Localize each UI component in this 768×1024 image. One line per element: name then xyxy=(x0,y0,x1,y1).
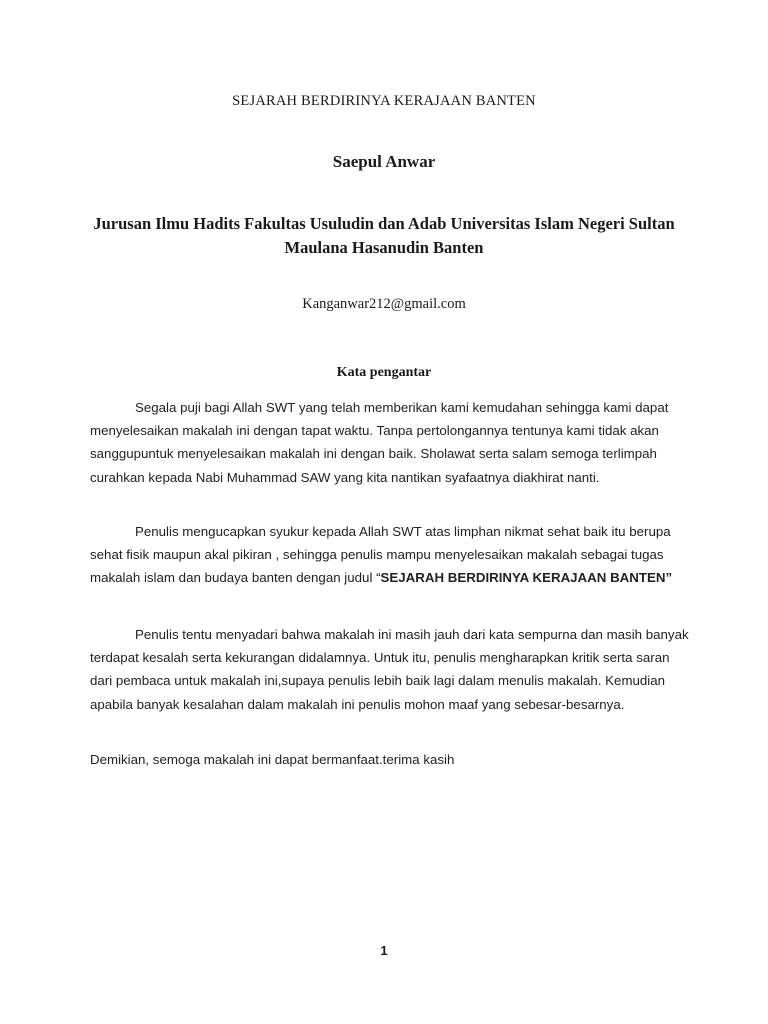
paragraph-3 xyxy=(90,623,690,716)
paragraph-2-bold-title: SEJARAH BERDIRINYA KERAJAAN BANTEN” xyxy=(380,570,673,586)
paragraph-2-text: Penulis mengucapkan syukur kepada Allah SWT atas limphan nikmat sehat baik itu berupa sehat fisik maupun akal pikiran , sehingga penulis mampu menyelesaikan makalah sebagai tugas makalah islam dan budaya banten dengan judul “ xyxy=(90,524,671,586)
paragraph-2 xyxy=(90,520,690,590)
paragraph-3-text: Penulis tentu menyadari bahwa makalah ini masih jauh dari kata sempurna dan masih banyak terdapat kesalah serta kekurangan didalamnya. Untuk itu, penulis mengharapkan kritik serta saran dari pembaca untuk makalah ini,supaya penulis lebih baik lagi dalam menulis makalah. Kemudian apabila banyak kesalahan dalam makalah ini penulis mohon maaf yang sebesar-besarnya. xyxy=(90,627,689,712)
paragraph-4: Demikian, semoga makalah ini dapat bermanfaat.terima kasih xyxy=(90,752,455,767)
author-affiliation: Jurusan Ilmu Hadits Fakultas Usuludin dan Adab Universitas Islam Negeri Sultan Maulana Hasanudin Banten xyxy=(93,214,675,257)
document-title: SEJARAH BERDIRINYA KERAJAAN BANTEN xyxy=(232,93,536,109)
author-email: Kanganwar212@gmail.com xyxy=(302,296,466,312)
paragraph-1 xyxy=(90,396,690,489)
author-name: Saepul Anwar xyxy=(332,152,436,171)
section-heading: Kata pengantar xyxy=(336,365,432,380)
paragraph-1-text: Segala puji bagi Allah SWT yang telah memberikan kami kemudahan sehingga kami dapat menyelesaikan makalah ini dengan tapat waktu. Tanpa pertolongannya tentunya kami tidak akan sanggupuntuk menyelesaikan makalah ini dengan baik. Sholawat serta salam semoga terlimpah curahkan kepada Nabi Muhammad SAW yang kita nantikan syafaatnya diakhirat nanti. xyxy=(90,400,669,485)
page-number: 1 xyxy=(380,943,388,958)
